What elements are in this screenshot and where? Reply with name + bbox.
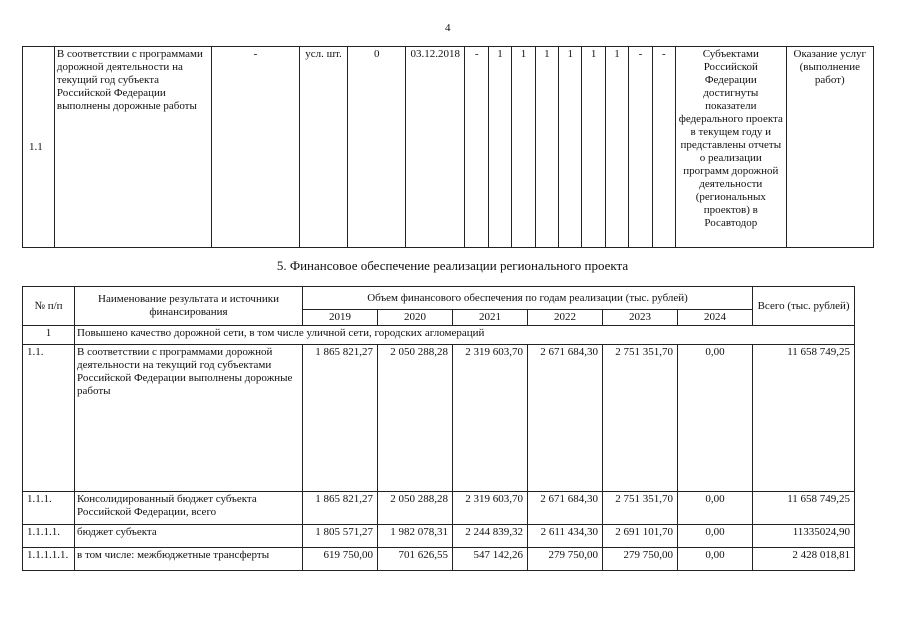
row-value: 279 750,00 [528,548,603,571]
row-value: 2 611 434,30 [528,525,603,548]
row-value: 2 671 684,30 [528,345,603,492]
row-value: 2 319 603,70 [453,345,528,492]
row-value: 547 142,26 [453,548,528,571]
row-value: - [652,47,675,248]
row-value: - [465,47,488,248]
row-num: 1.1.1.1. [23,525,75,548]
row-total: 2 428 018,81 [753,548,855,571]
row-value: 619 750,00 [303,548,378,571]
row-result: Субъектами Российской Федерации достигнуты показатели федерального проекта в текущем году и представлены отчеты о реализации программ дорожной деятельности (региональных проектов) в Росавтодор [675,47,786,248]
row-name: В соответствии с программами дорожной деятельности на текущий год субъектами Российской Федерации выполнены дорожные работы [75,345,303,492]
row-type: Оказание услуг (выполнение работ) [786,47,873,248]
header-volume: Объем финансового обеспечения по годам реализации (тыс. рублей) [303,287,753,310]
row-num: 1.1.1. [23,492,75,525]
row-value: 2 691 101,70 [603,525,678,548]
table-row [23,548,855,571]
row-value: 279 750,00 [603,548,678,571]
row-value: 0,00 [678,548,753,571]
row-base-value: 0 [348,47,405,248]
row-value: 1 [512,47,535,248]
row-description: В соответствии с программами дорожной деятельности на текущий год субъекта Российской Федерации выполнены дорожные работы [54,47,211,248]
header-total: Всего (тыс. рублей) [753,287,855,326]
row-value: 2 050 288,28 [378,345,453,492]
table-row [23,492,855,525]
row-num: 1.1.1.1.1. [23,548,75,571]
section-row [23,326,855,345]
table-row [23,345,855,492]
row-value: 2 319 603,70 [453,492,528,525]
row-value: 1 [488,47,511,248]
row-value: 1 [559,47,582,248]
row-name: бюджет субъекта [75,525,303,548]
header-year: 2023 [603,310,678,326]
row-value: 1 865 821,27 [303,345,378,492]
header-row [23,287,855,310]
row-total: 11335024,90 [753,525,855,548]
row-value: 2 751 351,70 [603,345,678,492]
row-index: 1.1 [23,47,55,248]
header-year: 2024 [678,310,753,326]
row-value: 0,00 [678,345,753,492]
row-value: 1 865 821,27 [303,492,378,525]
header-year: 2021 [453,310,528,326]
row-value: 1 982 078,31 [378,525,453,548]
header-year: 2022 [528,310,603,326]
row-value: 0,00 [678,492,753,525]
row-total: 11 658 749,25 [753,345,855,492]
row-value: 0,00 [678,525,753,548]
finance-table [22,286,855,571]
table-row [23,47,874,248]
row-value: - [629,47,652,248]
section-row-num: 1 [23,326,75,345]
row-value: 2 671 684,30 [528,492,603,525]
row-value: 2 244 839,32 [453,525,528,548]
results-table [22,46,874,248]
header-num: № п/п [23,287,75,326]
row-value: 701 626,55 [378,548,453,571]
table-row [23,525,855,548]
header-name: Наименование результата и источники финансирования [75,287,303,326]
page-number: 4 [445,22,451,34]
section-row-text: Повышено качество дорожной сети, в том числе уличной сети, городских агломераций [75,326,855,345]
row-value: 1 [582,47,605,248]
row-value: 1 [605,47,628,248]
section-title: 5. Финансовое обеспечение реализации регионального проекта [276,258,629,273]
row-name: Консолидированный бюджет субъекта Российской Федерации, всего [75,492,303,525]
row-value: 1 805 571,27 [303,525,378,548]
header-year: 2020 [378,310,453,326]
header-year: 2019 [303,310,378,326]
row-unit: усл. шт. [299,47,348,248]
row-value: 2 751 351,70 [603,492,678,525]
row-total: 11 658 749,25 [753,492,855,525]
row-value: 2 050 288,28 [378,492,453,525]
row-name: в том числе: межбюджетные трансферты [75,548,303,571]
row-dash: - [212,47,299,248]
row-value: 1 [535,47,558,248]
row-num: 1.1. [23,345,75,492]
row-date: 03.12.2018 [405,47,465,248]
